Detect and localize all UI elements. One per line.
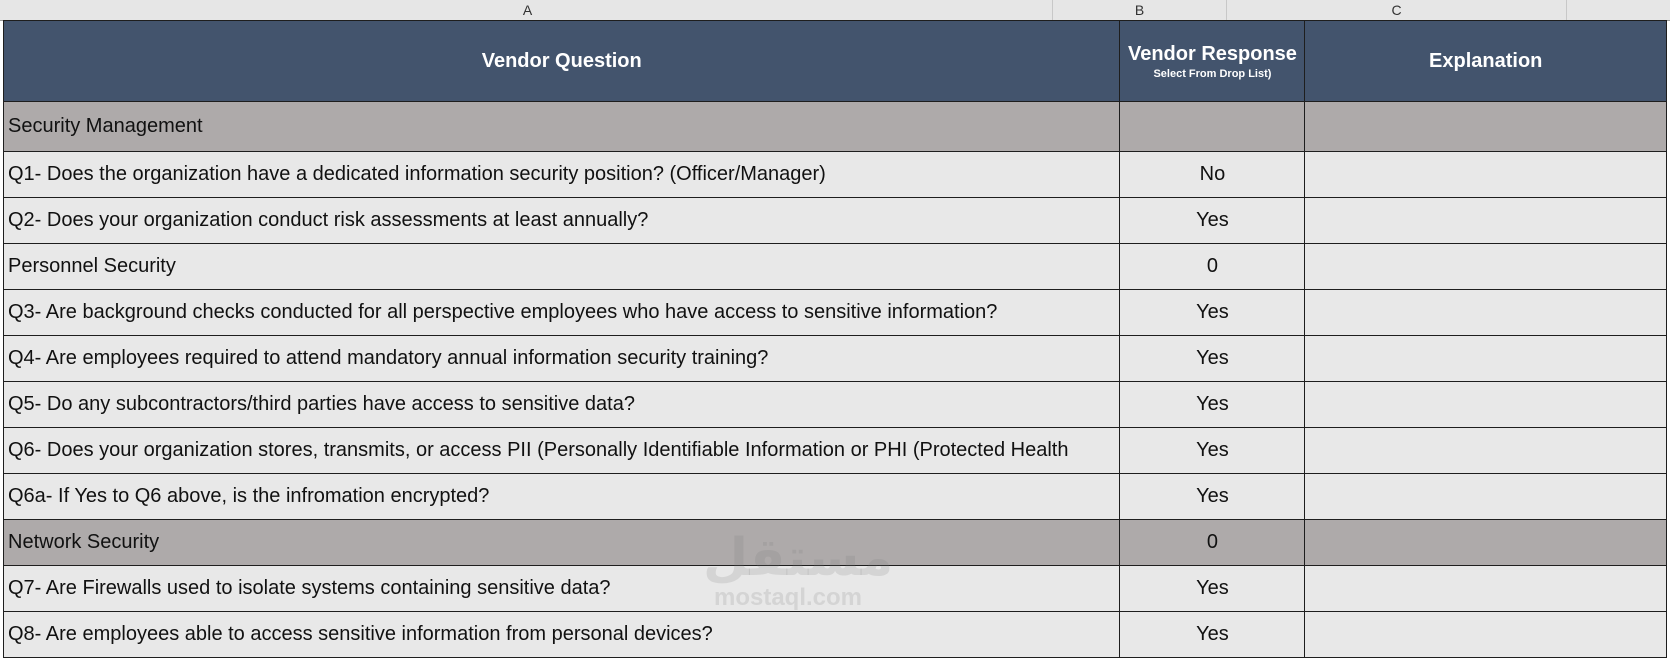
table-row (4, 428, 1667, 474)
header-vendor-question[interactable]: Vendor Question (4, 21, 1120, 102)
table-row (4, 612, 1667, 658)
question-cell[interactable]: Q1- Does the organization have a dedicated information security position? (Officer/Manager) (4, 152, 1120, 198)
response-cell[interactable]: Yes (1120, 198, 1305, 244)
response-cell[interactable]: Yes (1120, 290, 1305, 336)
explanation-cell[interactable] (1305, 566, 1667, 612)
explanation-cell[interactable] (1305, 198, 1667, 244)
table-row (4, 152, 1667, 198)
header-vendor-response[interactable]: Vendor Response Select From Drop List) (1120, 21, 1305, 102)
table-row (4, 102, 1667, 152)
table-row (4, 336, 1667, 382)
question-cell[interactable]: Q7- Are Firewalls used to isolate systems containing sensitive data? (4, 566, 1120, 612)
explanation-cell[interactable] (1305, 244, 1667, 290)
response-cell[interactable]: Yes (1120, 474, 1305, 520)
response-cell[interactable]: 0 (1120, 244, 1305, 290)
question-cell[interactable]: Q6- Does your organization stores, transmits, or access PII (Personally Identifiable Information or PHI (Protected Health (4, 428, 1120, 474)
table-row (4, 290, 1667, 336)
response-cell[interactable]: Yes (1120, 336, 1305, 382)
column-header-a[interactable]: A (3, 0, 1053, 20)
table-row (4, 520, 1667, 566)
question-cell[interactable]: Personnel Security (4, 244, 1120, 290)
table-row (4, 474, 1667, 520)
table-row (4, 198, 1667, 244)
response-cell[interactable]: Yes (1120, 382, 1305, 428)
question-cell[interactable]: Q3- Are background checks conducted for all perspective employees who have access to sensitive information? (4, 290, 1120, 336)
question-cell[interactable]: Q6a- If Yes to Q6 above, is the infromation encrypted? (4, 474, 1120, 520)
explanation-cell[interactable] (1305, 152, 1667, 198)
explanation-cell[interactable] (1305, 290, 1667, 336)
explanation-cell[interactable] (1305, 428, 1667, 474)
explanation-cell[interactable] (1305, 336, 1667, 382)
question-cell[interactable]: Q8- Are employees able to access sensitive information from personal devices? (4, 612, 1120, 658)
question-cell[interactable]: Security Management (4, 102, 1120, 152)
response-cell[interactable] (1120, 102, 1305, 152)
question-cell[interactable]: Q5- Do any subcontractors/third parties have access to sensitive data? (4, 382, 1120, 428)
column-header-b[interactable]: B (1053, 0, 1227, 20)
question-cell[interactable]: Q2- Does your organization conduct risk assessments at least annually? (4, 198, 1120, 244)
column-header-bar (0, 0, 1670, 21)
response-cell[interactable]: Yes (1120, 612, 1305, 658)
explanation-cell[interactable] (1305, 102, 1667, 152)
column-header-c[interactable]: C (1227, 0, 1567, 20)
question-cell[interactable]: Q4- Are employees required to attend mandatory annual information security training? (4, 336, 1120, 382)
question-cell[interactable]: Network Security (4, 520, 1120, 566)
explanation-cell[interactable] (1305, 382, 1667, 428)
table-row (4, 382, 1667, 428)
response-cell[interactable]: Yes (1120, 428, 1305, 474)
header-row (4, 21, 1667, 102)
response-cell[interactable]: 0 (1120, 520, 1305, 566)
header-explanation[interactable]: Explanation (1305, 21, 1667, 102)
response-cell[interactable]: No (1120, 152, 1305, 198)
table-row (4, 566, 1667, 612)
explanation-cell[interactable] (1305, 612, 1667, 658)
explanation-cell[interactable] (1305, 474, 1667, 520)
response-cell[interactable]: Yes (1120, 566, 1305, 612)
table-row (4, 244, 1667, 290)
questionnaire-table (3, 20, 1667, 658)
explanation-cell[interactable] (1305, 520, 1667, 566)
